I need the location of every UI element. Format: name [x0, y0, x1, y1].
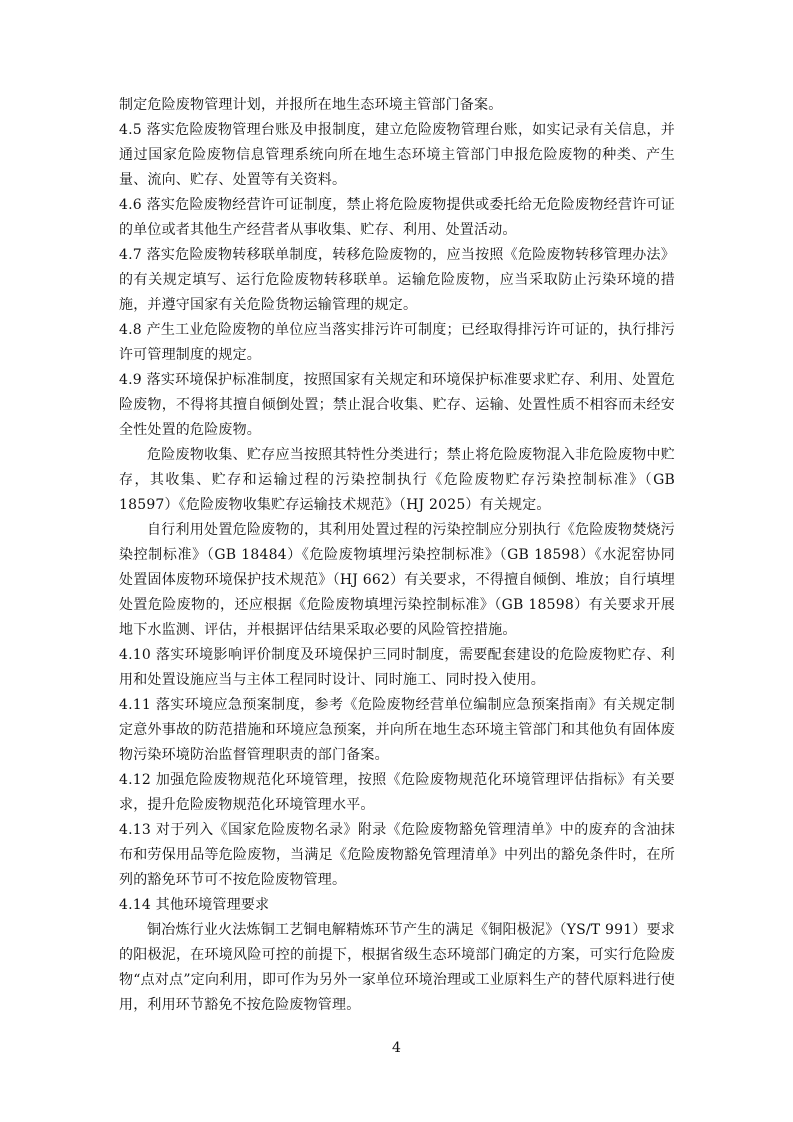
paragraph-4-12: 4.12 加强危险废物规范化环境管理，按照《危险废物规范化环境管理评估指标》有关要求，提升危险废物规范化环境管理水平。	[119, 772, 675, 813]
paragraph-4-11: 4.11 落实环境应急预案制度，参考《危险废物经营单位编制应急预案指南》有关规定制定意外事故的防范措施和环境应急预案，并向所在地生态环境主管部门和其他负有固体废物污染环境防治监督管理职责的部门备案。	[119, 697, 675, 763]
paragraph-4-10: 4.10 落实环境影响评价制度及环境保护三同时制度，需要配套建设的危险废物贮存、利用和处置设施应当与主体工程同时设计、同时施工、同时投入使用。	[119, 647, 675, 688]
paragraph-storage: 危险废物收集、贮存应当按照其特性分类进行；禁止将危险废物混入非危险废物中贮存，其收集、贮存和运输过程的污染控制执行《危险废物贮存污染控制标准》（GB 18597）《危险废物收集贮存运输技术规范》（HJ 2025）有关规定。	[119, 447, 675, 513]
paragraph-4-9: 4.9 落实环境保护标准制度，按照国家有关规定和环境保护标准要求贮存、利用、处置危险废物，不得将其擅自倾倒处置；禁止混合收集、贮存、运输、处置性质不相容而未经安全性处置的危险废物。	[119, 372, 675, 438]
paragraph-4-6: 4.6 落实危险废物经营许可证制度，禁止将危险废物提供或委托给无危险废物经营许可证的单位或者其他生产经营者从事收集、贮存、利用、处置活动。	[119, 197, 675, 238]
paragraph-plan-filing: 制定危险废物管理计划，并报所在地生态环境主管部门备案。	[119, 97, 503, 113]
paragraph-4-8: 4.8 产生工业危险废物的单位应当落实排污许可制度；已经取得排污许可证的，执行排污许可管理制度的规定。	[119, 322, 675, 363]
page-number: 4	[392, 1040, 401, 1056]
paragraph-4-13: 4.13 对于列入《国家危险废物名录》附录《危险废物豁免管理清单》中的废弃的含油抹布和劳保用品等危险废物，当满足《危险废物豁免管理清单》中列出的豁免条件时，在所列的豁免环节可不按危险废物管理。	[119, 822, 675, 888]
paragraph-4-7: 4.7 落实危险废物转移联单制度，转移危险废物的，应当按照《危险废物转移管理办法》的有关规定填写、运行危险废物转移联单。运输危险废物，应当采取防止污染环境的措施，并遵守国家有关危险货物运输管理的规定。	[119, 247, 675, 313]
paragraph-anode-slime: 铜冶炼行业火法炼铜工艺铜电解精炼环节产生的满足《铜阳极泥》（YS/T 991）要求的阳极泥，在环境风险可控的前提下，根据省级生态环境部门确定的方案，可实行危险废物“点对点”定向利用，即可作为另外一家单位环境治理或工业原料生产的替代原料进行使用，利用环节豁免不按危险废物管理。	[119, 922, 675, 1013]
paragraph-self-disposal: 自行利用处置危险废物的，其利用处置过程的污染控制应分别执行《危险废物焚烧污染控制标准》（GB 18484）《危险废物填埋污染控制标准》（GB 18598）《水泥窑协同处置固体废物环境保护技术规范》（HJ 662）有关要求，不得擅自倾倒、堆放；自行填埋处置危险废物的，还应根据《危险废物填埋污染控制标准》（GB 18598）有关要求开展地下水监测、评估，并根据评估结果采取必要的风险管控措施。	[119, 522, 675, 638]
paragraph-4-5: 4.5 落实危险废物管理台账及申报制度，建立危险废物管理台账，如实记录有关信息，并通过国家危险废物信息管理系统向所在地生态环境主管部门申报危险废物的种类、产生量、流向、贮存、处置等有关资料。	[119, 122, 675, 188]
heading-4-14: 4.14 其他环境管理要求	[119, 897, 270, 913]
body-text	[119, 93, 675, 1018]
